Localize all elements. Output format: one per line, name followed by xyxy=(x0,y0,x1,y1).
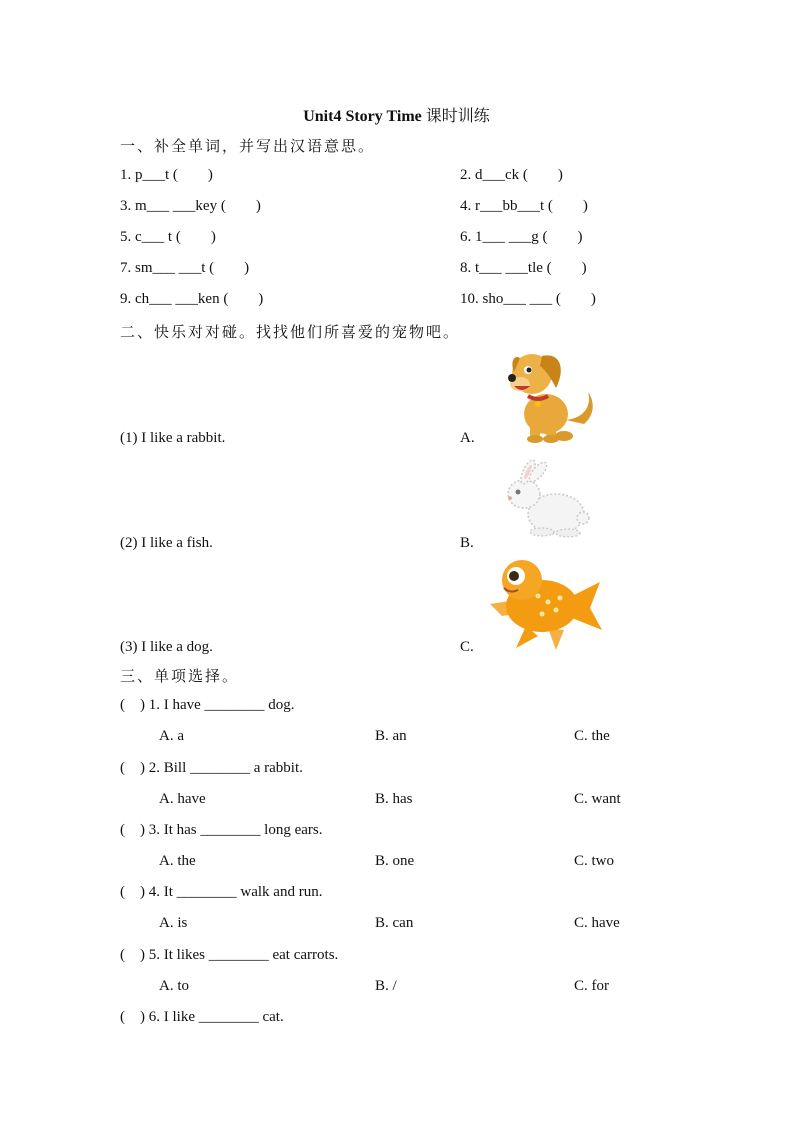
mc-option: C. the xyxy=(574,728,610,744)
title-cn: 课时训练 xyxy=(425,108,490,125)
match-letter: A. xyxy=(460,430,475,446)
mc-option: B. / xyxy=(375,978,397,994)
mc-option: A. the xyxy=(159,853,196,869)
mc-option: C. want xyxy=(574,791,621,807)
match-sentence: (2) I like a fish. xyxy=(120,535,213,551)
match-letter: C. xyxy=(460,639,474,655)
mc-question: ( ) 5. It likes ________ eat carrots. xyxy=(120,947,339,963)
mc-question: ( ) 6. I like ________ cat. xyxy=(120,1009,284,1025)
mc-option: C. for xyxy=(574,978,609,994)
mc-option: C. have xyxy=(574,915,620,931)
word-item: 10. sho___ ___ ( ) xyxy=(460,291,596,307)
word-item: 3. m___ ___key ( ) xyxy=(120,198,261,214)
mc-question: ( ) 2. Bill ________ a rabbit. xyxy=(120,760,303,776)
word-item: 9. ch___ ___ken ( ) xyxy=(120,291,264,307)
word-item: 2. d___ck ( ) xyxy=(460,167,563,183)
mc-question: ( ) 4. It ________ walk and run. xyxy=(120,884,323,900)
mc-option: A. have xyxy=(159,791,206,807)
page-title xyxy=(0,103,793,126)
title-en: Unit4 Story Time xyxy=(303,108,422,125)
dog-image xyxy=(484,348,610,444)
mc-question: ( ) 1. I have ________ dog. xyxy=(120,697,295,713)
word-item: 7. sm___ ___t ( ) xyxy=(120,260,250,276)
mc-option: A. to xyxy=(159,978,189,994)
mc-question: ( ) 3. It has ________ long ears. xyxy=(120,822,323,838)
match-sentence: (1) I like a rabbit. xyxy=(120,430,226,446)
mc-option: C. two xyxy=(574,853,615,869)
match-letter: B. xyxy=(460,535,474,551)
mc-option: A. is xyxy=(159,915,188,931)
word-item: 6. 1___ ___g ( ) xyxy=(460,229,583,245)
section1-heading: 一、补全单词，并写出汉语意思。 xyxy=(120,139,376,155)
word-item: 4. r___bb___t ( ) xyxy=(460,198,588,214)
fish-image xyxy=(486,556,604,652)
word-item: 5. c___ t ( ) xyxy=(120,229,216,245)
match-sentence: (3) I like a dog. xyxy=(120,639,213,655)
mc-option: B. has xyxy=(375,791,413,807)
mc-option: B. can xyxy=(375,915,414,931)
word-item: 1. p___t ( ) xyxy=(120,167,213,183)
section2-heading: 二、快乐对对碰。找找他们所喜爱的宠物吧。 xyxy=(120,325,461,341)
mc-option: B. one xyxy=(375,853,415,869)
rabbit-image xyxy=(498,458,592,542)
mc-option: B. an xyxy=(375,728,407,744)
section3-heading: 三、单项选择。 xyxy=(120,669,240,685)
mc-option: A. a xyxy=(159,728,184,744)
word-item: 8. t___ ___tle ( ) xyxy=(460,260,587,276)
